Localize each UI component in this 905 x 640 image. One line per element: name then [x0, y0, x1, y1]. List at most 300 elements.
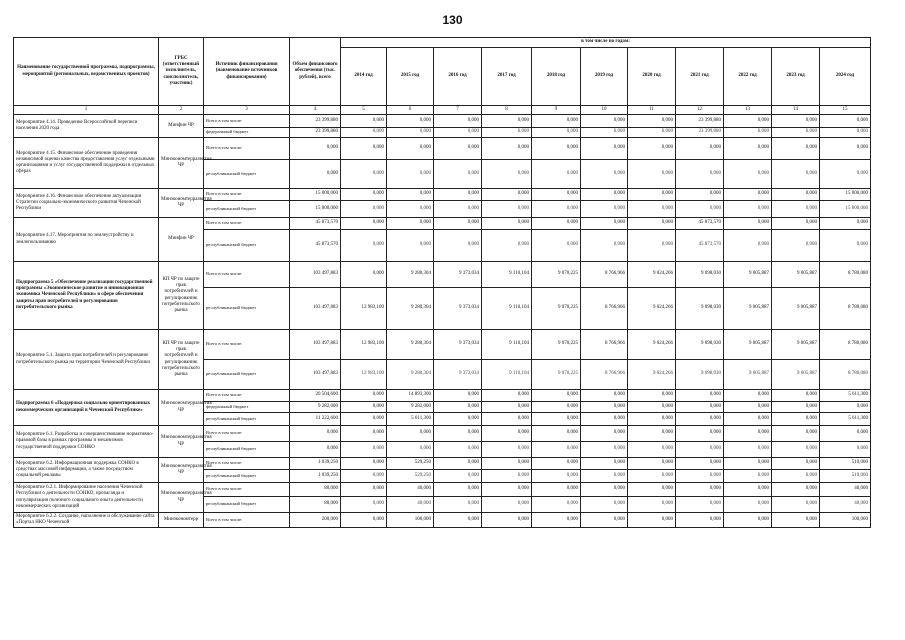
year-value: 0,000 — [772, 426, 820, 442]
funding-source: Всего в том числе: — [204, 138, 290, 160]
grbs-cell: Минэкономтерразвития ЧР — [159, 189, 204, 218]
year-value: 0,000 — [387, 128, 434, 138]
year-value: 9 280,304 — [387, 288, 434, 330]
funding-source: республиканский бюджет — [204, 160, 290, 189]
year-value: 0,000 — [676, 497, 724, 513]
year-value: 0,000 — [676, 402, 724, 413]
year-value: 0,000 — [341, 218, 387, 230]
year-value: 0,000 — [387, 230, 434, 262]
year-value: 0,000 — [581, 470, 628, 483]
year-value: 9 070,225 — [532, 360, 581, 390]
year-value: 0,000 — [532, 458, 581, 470]
total-value: 15 000,000 — [290, 189, 341, 201]
year-value: 0,000 — [532, 115, 581, 128]
year-value: 0,000 — [581, 426, 628, 442]
year-value: 529,250 — [387, 470, 434, 483]
total-value: 9 282,000 — [290, 402, 341, 413]
program-name: Мероприятие 6.2. Информационная поддержка СОНКО в средствах массовой информации, а также посредством социальной рекламы — [14, 458, 159, 483]
header-grbs: ГРБС (ответственный исполнитель, соисполнитель, участник) — [159, 38, 204, 106]
year-value: 0,000 — [581, 218, 628, 230]
year-value: 0,000 — [581, 390, 628, 402]
year-value: 0,000 — [434, 201, 482, 218]
grbs-cell: КП ЧР по защите прав потребителей и регулированию потребительского рынка — [159, 262, 204, 330]
year-value: 0,000 — [820, 230, 871, 262]
year-value: 0,000 — [724, 138, 772, 160]
year-value: 0,000 — [772, 483, 820, 497]
year-value: 0,000 — [482, 458, 532, 470]
table-row — [14, 115, 871, 128]
year-value: 0,000 — [628, 458, 676, 470]
year-value: 0,000 — [676, 513, 724, 528]
grbs-cell: Минэкономтерразвития ЧР — [159, 390, 204, 426]
year-value: 0,000 — [724, 218, 772, 230]
program-name: Мероприятие 4.16. Финансовое обеспечение актуализации Стратегии социально-экономического развития Чеченской Республики — [14, 189, 159, 218]
year-value: 8 766,966 — [581, 360, 628, 390]
year-value: 0,000 — [341, 442, 387, 458]
column-index: 2 — [159, 106, 204, 115]
year-value: 9 005,887 — [772, 262, 820, 288]
year-value: 0,000 — [482, 413, 532, 426]
year-value: 9 110,104 — [482, 288, 532, 330]
year-value: 0,000 — [341, 513, 387, 528]
year-value: 0,000 — [532, 413, 581, 426]
year-value: 0,000 — [676, 138, 724, 160]
year-value: 9 110,104 — [482, 262, 532, 288]
year-value: 0,000 — [772, 390, 820, 402]
year-value: 40,000 — [387, 497, 434, 513]
total-value: 0,000 — [290, 160, 341, 189]
year-value: 0,000 — [628, 470, 676, 483]
year-value: 0,000 — [482, 442, 532, 458]
year-value: 0,000 — [434, 442, 482, 458]
year-value: 0,000 — [482, 115, 532, 128]
year-value: 0,000 — [532, 442, 581, 458]
year-value: 9 024,266 — [628, 360, 676, 390]
year-value: 0,000 — [724, 128, 772, 138]
table-row — [14, 138, 871, 160]
year-value: 0,000 — [341, 201, 387, 218]
year-value: 0,000 — [482, 218, 532, 230]
year-value: 0,000 — [820, 128, 871, 138]
year-value: 510,000 — [820, 470, 871, 483]
year-value: 9 005,887 — [724, 360, 772, 390]
year-value: 0,000 — [482, 390, 532, 402]
year-value: 0,000 — [532, 426, 581, 442]
year-value: 5 611,300 — [387, 413, 434, 426]
year-value: 0,000 — [341, 413, 387, 426]
year-value: 40,000 — [820, 483, 871, 497]
column-index: 8 — [482, 106, 532, 115]
year-value: 0,000 — [532, 160, 581, 189]
funding-source: Всего в том числе: — [204, 218, 290, 230]
year-value: 0,000 — [341, 390, 387, 402]
funding-source: Всего в том числе: — [204, 390, 290, 402]
year-value: 0,000 — [628, 230, 676, 262]
total-value: 80,000 — [290, 497, 341, 513]
funding-source: Всего в том числе: — [204, 513, 290, 528]
year-value: 100,000 — [820, 513, 871, 528]
year-value: 0,000 — [628, 218, 676, 230]
year-value: 0,000 — [482, 497, 532, 513]
funding-source: Всего в том числе: — [204, 483, 290, 497]
total-value: 200,000 — [290, 513, 341, 528]
year-value: 9 110,104 — [482, 360, 532, 390]
year-value: 8 780,080 — [820, 288, 871, 330]
year-value: 0,000 — [387, 426, 434, 442]
year-value: 0,000 — [581, 413, 628, 426]
year-value: 0,000 — [772, 230, 820, 262]
column-index: 10 — [581, 106, 628, 115]
header-year: 2023 год — [772, 48, 820, 106]
year-value: 12 983,100 — [341, 288, 387, 330]
year-value: 0,000 — [581, 115, 628, 128]
year-value: 0,000 — [387, 160, 434, 189]
year-value: 9 024,266 — [628, 262, 676, 288]
year-value: 0,000 — [341, 470, 387, 483]
header-year: 2022 год — [724, 48, 772, 106]
year-value: 0,000 — [628, 115, 676, 128]
year-value: 0,000 — [724, 426, 772, 442]
year-value: 0,000 — [628, 402, 676, 413]
year-value: 0,000 — [482, 483, 532, 497]
year-value: 0,000 — [341, 230, 387, 262]
year-value: 0,000 — [628, 426, 676, 442]
year-value: 0,000 — [434, 483, 482, 497]
year-value: 0,000 — [820, 160, 871, 189]
year-value: 0,000 — [581, 458, 628, 470]
total-value: 45 873,570 — [290, 218, 341, 230]
year-value: 0,000 — [387, 201, 434, 218]
total-value: 11 222,600 — [290, 413, 341, 426]
year-value: 8 780,080 — [820, 360, 871, 390]
header-years-caption: в том числе по годам: — [341, 38, 871, 48]
year-value: 0,000 — [581, 442, 628, 458]
year-value: 0,000 — [628, 128, 676, 138]
year-value: 0,000 — [341, 160, 387, 189]
year-value: 0,000 — [387, 115, 434, 128]
year-value: 529,250 — [387, 458, 434, 470]
year-value: 0,000 — [676, 390, 724, 402]
year-value: 0,000 — [772, 497, 820, 513]
year-value: 0,000 — [434, 470, 482, 483]
header-source: Источник финансирования (наименование источников финансирования) — [204, 38, 290, 106]
total-value: 15 000,000 — [290, 201, 341, 218]
total-value: 103 497,883 — [290, 262, 341, 288]
year-value: 0,000 — [820, 426, 871, 442]
year-value: 9 005,887 — [772, 330, 820, 360]
table-row — [14, 390, 871, 402]
year-value: 0,000 — [341, 483, 387, 497]
funding-source: республиканский бюджет — [204, 230, 290, 262]
year-value: 0,000 — [434, 189, 482, 201]
funding-source: Всего в том числе: — [204, 189, 290, 201]
year-value: 0,000 — [820, 218, 871, 230]
year-value: 0,000 — [482, 160, 532, 189]
year-value: 0,000 — [772, 402, 820, 413]
funding-source: федеральный бюджет — [204, 402, 290, 413]
year-value: 0,000 — [772, 218, 820, 230]
year-value: 9 098,030 — [676, 288, 724, 330]
funding-source: Всего в том числе: — [204, 330, 290, 360]
year-value: 0,000 — [724, 483, 772, 497]
year-value: 0,000 — [434, 458, 482, 470]
year-value: 45 873,570 — [676, 230, 724, 262]
year-value: 0,000 — [581, 128, 628, 138]
column-index: 3 — [204, 106, 290, 115]
header-year: 2018 год — [532, 48, 581, 106]
year-value: 0,000 — [581, 160, 628, 189]
funding-source: республиканский бюджет — [204, 360, 290, 390]
year-value: 0,000 — [628, 497, 676, 513]
year-value: 0,000 — [482, 189, 532, 201]
year-value: 0,000 — [434, 115, 482, 128]
year-value: 0,000 — [772, 189, 820, 201]
year-value: 0,000 — [724, 497, 772, 513]
year-value: 9 024,266 — [628, 330, 676, 360]
year-value: 0,000 — [820, 138, 871, 160]
table-row — [14, 426, 871, 442]
year-value: 0,000 — [434, 138, 482, 160]
year-value: 0,000 — [532, 402, 581, 413]
year-value: 0,000 — [341, 402, 387, 413]
column-index: 14 — [772, 106, 820, 115]
program-name: Мероприятие 4.15. Финансовое обеспечение проведения независимой оценки качества предоставления услуг отдельными организациями и услуг государственной поддержки в отдельных сферах — [14, 138, 159, 189]
year-value: 0,000 — [676, 201, 724, 218]
total-value: 23 399,880 — [290, 115, 341, 128]
year-value: 0,000 — [581, 513, 628, 528]
program-name: Мероприятие 4.17. Мероприятия по землеустройству и землепользованию — [14, 218, 159, 262]
year-value: 15 000,000 — [820, 201, 871, 218]
year-value: 9 005,887 — [772, 288, 820, 330]
year-value: 9 373,034 — [434, 262, 482, 288]
year-value: 0,000 — [482, 138, 532, 160]
total-value: 80,000 — [290, 483, 341, 497]
year-value: 0,000 — [820, 115, 871, 128]
total-value: 0,000 — [290, 426, 341, 442]
table-row — [14, 513, 871, 528]
year-value: 0,000 — [772, 458, 820, 470]
year-value: 8 766,966 — [581, 330, 628, 360]
year-value: 0,000 — [724, 201, 772, 218]
year-value: 0,000 — [482, 201, 532, 218]
year-value: 0,000 — [724, 513, 772, 528]
year-value: 0,000 — [341, 426, 387, 442]
grbs-cell: Минэкономтерразвития ЧР — [159, 138, 204, 189]
total-value: 23 399,880 — [290, 128, 341, 138]
year-value: 9 024,266 — [628, 288, 676, 330]
year-value: 40,000 — [387, 483, 434, 497]
header-name: Наименование государственной программы, подпрограммы, мероприятий (региональных, ведомственных проектов) — [14, 38, 159, 106]
year-value: 0,000 — [724, 413, 772, 426]
total-value: 1 039,250 — [290, 458, 341, 470]
funding-source: Всего в том числе: — [204, 115, 290, 128]
year-value: 0,000 — [676, 442, 724, 458]
year-value: 9 070,225 — [532, 262, 581, 288]
year-value: 9 070,225 — [532, 330, 581, 360]
year-value: 9 070,225 — [532, 288, 581, 330]
year-value: 0,000 — [676, 413, 724, 426]
column-index: 9 — [532, 106, 581, 115]
year-value: 0,000 — [434, 160, 482, 189]
program-name: Мероприятие 6.2.1. Информирование населения Чеченской Республики о деятельности СОНКО, пропаганда и популяризация полезного социального опыта деятельности некоммерческих организаций — [14, 483, 159, 513]
year-value: 0,000 — [628, 413, 676, 426]
year-value: 0,000 — [724, 402, 772, 413]
table-row — [14, 458, 871, 470]
column-index: 7 — [434, 106, 482, 115]
grbs-cell: Минэкономтерразвития ЧР — [159, 483, 204, 513]
year-value: 0,000 — [532, 128, 581, 138]
year-value: 0,000 — [341, 128, 387, 138]
year-value: 0,000 — [434, 513, 482, 528]
header-year: 2015 год — [387, 48, 434, 106]
year-value: 0,000 — [341, 458, 387, 470]
total-value: 45 873,570 — [290, 230, 341, 262]
funding-source: Всего в том числе: — [204, 426, 290, 442]
year-value: 0,000 — [772, 442, 820, 458]
year-value: 0,000 — [628, 160, 676, 189]
column-index: 15 — [820, 106, 871, 115]
year-value: 0,000 — [581, 483, 628, 497]
header-year: 2017 год — [482, 48, 532, 106]
year-value: 0,000 — [772, 115, 820, 128]
year-value: 9 373,034 — [434, 288, 482, 330]
year-value: 9 098,030 — [676, 360, 724, 390]
year-value: 0,000 — [772, 413, 820, 426]
year-value: 0,000 — [482, 128, 532, 138]
year-value: 0,000 — [772, 513, 820, 528]
year-value: 0,000 — [482, 513, 532, 528]
budget-table — [13, 37, 871, 528]
year-value: 0,000 — [581, 402, 628, 413]
year-value: 0,000 — [341, 138, 387, 160]
year-value: 0,000 — [532, 390, 581, 402]
year-value: 9 280,304 — [387, 360, 434, 390]
funding-source: республиканский бюджет — [204, 201, 290, 218]
year-value: 0,000 — [724, 115, 772, 128]
table-row — [14, 189, 871, 201]
year-value: 8 766,966 — [581, 288, 628, 330]
grbs-cell: Минэкономтерразвития ЧР — [159, 458, 204, 483]
year-value: 9 282,000 — [387, 402, 434, 413]
year-value: 0,000 — [724, 390, 772, 402]
year-value: 0,000 — [532, 470, 581, 483]
total-value: 20 504,600 — [290, 390, 341, 402]
funding-source: республиканский бюджет — [204, 470, 290, 483]
total-value: 103 497,883 — [290, 288, 341, 330]
year-value: 9 098,030 — [676, 330, 724, 360]
year-value: 23 399,880 — [676, 128, 724, 138]
year-value: 0,000 — [387, 442, 434, 458]
year-value: 9 098,030 — [676, 262, 724, 288]
total-value: 1 039,250 — [290, 470, 341, 483]
year-value: 0,000 — [387, 138, 434, 160]
year-value: 5 611,300 — [820, 390, 871, 402]
year-value: 0,000 — [676, 458, 724, 470]
year-value: 0,000 — [434, 230, 482, 262]
year-value: 0,000 — [482, 470, 532, 483]
year-value: 0,000 — [628, 390, 676, 402]
year-value: 0,000 — [676, 483, 724, 497]
year-value: 0,000 — [724, 442, 772, 458]
program-name: Мероприятие 6.2.2. Создание, наполнение и обслуживание сайта «Портал НКО Чеченской — [14, 513, 159, 528]
header-total: Объем финансового обеспечения (тыс. рублей), всего — [290, 38, 341, 106]
program-name: Мероприятие 6.1. Разработка и совершенствование нормативно-правовой базы в рамках программы и механизмов государственной поддержки СОНКО — [14, 426, 159, 458]
column-index: 11 — [628, 106, 676, 115]
year-value: 8 766,966 — [581, 262, 628, 288]
year-value: 15 000,000 — [820, 189, 871, 201]
total-value: 0,000 — [290, 138, 341, 160]
funding-source: Всего в том числе: — [204, 458, 290, 470]
year-value: 0,000 — [581, 497, 628, 513]
grbs-cell: Минэкономтерр — [159, 513, 204, 528]
header-year: 2016 год — [434, 48, 482, 106]
year-value: 9 005,887 — [724, 288, 772, 330]
year-value: 12 983,100 — [341, 330, 387, 360]
year-value: 510,000 — [820, 458, 871, 470]
year-value: 9 005,887 — [772, 360, 820, 390]
funding-source: республиканский бюджет — [204, 442, 290, 458]
year-value: 9 110,104 — [482, 330, 532, 360]
year-value: 0,000 — [676, 189, 724, 201]
year-value: 0,000 — [532, 218, 581, 230]
year-value: 0,000 — [581, 138, 628, 160]
year-value: 0,000 — [724, 470, 772, 483]
program-name: Мероприятие 4.14. Проведение Всероссийской переписи населения 2020 года — [14, 115, 159, 138]
year-value: 0,000 — [820, 442, 871, 458]
column-index: 4 — [290, 106, 341, 115]
grbs-cell: КП ЧР по защите прав потребителей и регулированию потребительского рынка — [159, 330, 204, 390]
year-value: 0,000 — [341, 189, 387, 201]
year-value: 0,000 — [676, 160, 724, 189]
table-row — [14, 330, 871, 360]
funding-source: республиканский бюджет — [204, 288, 290, 330]
year-value: 0,000 — [532, 497, 581, 513]
year-value: 0,000 — [341, 115, 387, 128]
year-value: 0,000 — [341, 262, 387, 288]
year-value: 8 780,080 — [820, 262, 871, 288]
year-value: 0,000 — [482, 230, 532, 262]
year-value: 0,000 — [628, 483, 676, 497]
year-value: 0,000 — [628, 201, 676, 218]
year-value: 0,000 — [581, 189, 628, 201]
year-value: 0,000 — [434, 128, 482, 138]
year-value: 0,000 — [676, 470, 724, 483]
year-value: 0,000 — [676, 426, 724, 442]
year-value: 14 893,300 — [387, 390, 434, 402]
total-value: 103 497,883 — [290, 360, 341, 390]
year-value: 0,000 — [772, 470, 820, 483]
year-value: 8 780,080 — [820, 330, 871, 360]
page-number: 130 — [442, 13, 463, 27]
header-year: 2020 год — [628, 48, 676, 106]
column-index: 1 — [14, 106, 159, 115]
year-value: 0,000 — [434, 413, 482, 426]
header-index-row — [14, 106, 871, 115]
year-value: 0,000 — [532, 189, 581, 201]
year-value: 0,000 — [434, 218, 482, 230]
year-value: 0,000 — [628, 138, 676, 160]
header-year: 2019 год — [581, 48, 628, 106]
table-row — [14, 483, 871, 497]
header-year: 2014 год — [341, 48, 387, 106]
year-value: 0,000 — [532, 513, 581, 528]
year-value: 0,000 — [387, 189, 434, 201]
year-value: 9 280,304 — [387, 262, 434, 288]
total-value: 103 497,883 — [290, 330, 341, 360]
year-value: 45 873,570 — [676, 218, 724, 230]
grbs-cell: Минфин ЧР — [159, 218, 204, 262]
year-value: 0,000 — [724, 160, 772, 189]
